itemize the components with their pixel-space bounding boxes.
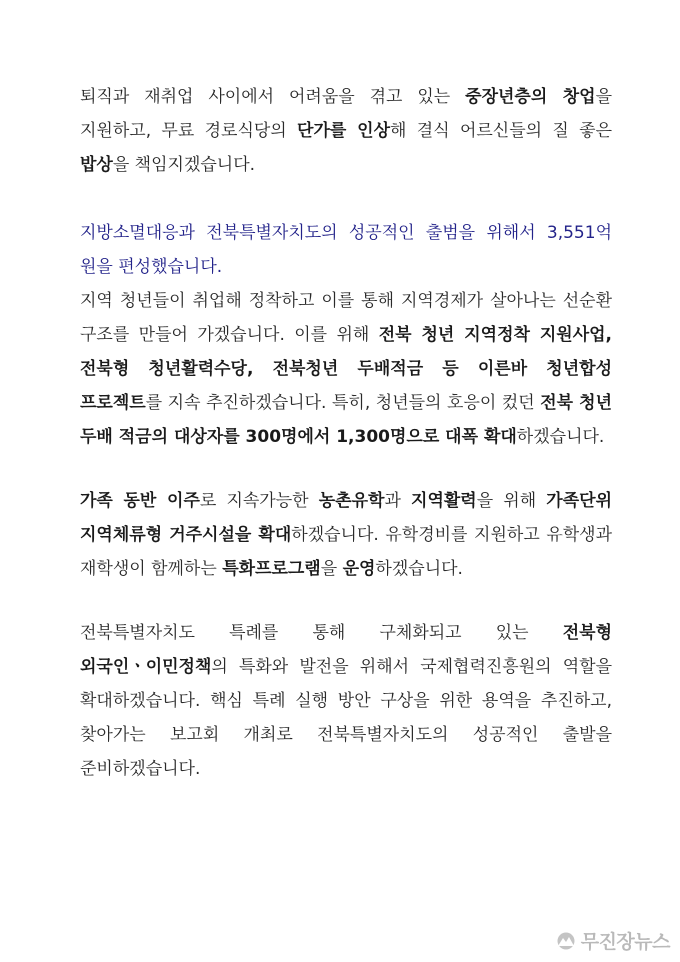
watermark — [555, 927, 670, 954]
paragraph-3-seg-8: 특화프로그램 — [222, 559, 321, 579]
paragraph-3-seg-4: 지역활력 — [411, 491, 477, 511]
document-body — [80, 80, 612, 786]
paragraph-3-seg-1: 로 지속가능한 — [199, 491, 319, 511]
section-heading: 지방소멸대응과 전북특별자치도의 성공적인 출범을 위해서 3,551억 원을 편성했습니다. — [80, 223, 612, 277]
spacer — [80, 586, 612, 616]
paragraph-3-seg-5: 을 위해 — [476, 491, 547, 511]
paragraph-3-seg-2: 농촌유학 — [318, 491, 385, 511]
paragraph-3-seg-7: 하겠습니다. 유학경비를 지원하고 유학생과 재학생이 함께하는 — [80, 525, 613, 579]
paragraph-1-seg-0: 퇴직과 재취업 사이에서 어려움을 겪고 있는 — [80, 87, 466, 107]
paragraph-3 — [80, 484, 612, 586]
paragraph-3-seg-9: 을 — [320, 559, 343, 579]
paragraph-2-seg-1: 전북 청년 지역정착 지원사업, 전북형 청년활력수당, 전북청년 두배적금 등 이른바 청년합성 프로젝트 — [80, 325, 612, 413]
paragraph-1 — [80, 80, 612, 182]
paragraph-4-seg-1: 전북형 외국인ㆍ이민정책 — [80, 623, 612, 677]
paragraph-2-seg-2: 를 지속 추진하겠습니다. 특히, 청년들의 호응이 컸던 — [145, 393, 541, 413]
paragraph-2-seg-4: 하겠습니다. — [516, 427, 605, 447]
paragraph-3-seg-0: 가족 동반 이주 — [80, 491, 200, 511]
paragraph-3-seg-3: 과 — [384, 491, 412, 511]
paragraph-1-seg-6: 을 책임지겠습니다. — [112, 155, 256, 175]
paragraph-3-seg-6: 가족단위 지역체류형 거주시설을 확대 — [80, 491, 612, 545]
paragraph-1-seg-5: 밥상 — [80, 155, 113, 175]
paragraph-3-seg-11: 하겠습니다. — [375, 559, 463, 579]
paragraph-4 — [80, 616, 612, 786]
paragraph-1-seg-4: 해 결식 어르신들의 질 좋은 — [390, 121, 612, 141]
paragraph-2-seg-3: 전북 청년 두배 적금의 대상자를 300명에서 1,300명으로 대폭 확대 — [80, 393, 613, 447]
paragraph-4-seg-0: 전북특별자치도 특례를 통해 구체화되고 있는 — [80, 623, 563, 643]
paragraph-1-seg-3: 단가를 인상 — [297, 121, 391, 141]
paragraph-1-seg-1: 중장년층의 창업 — [465, 87, 596, 107]
paragraph-3-seg-10: 운영 — [342, 559, 376, 579]
spacer — [80, 182, 612, 216]
spacer — [80, 454, 612, 484]
paragraph-4-seg-2: 의 특화와 발전을 위해서 국제협력진흥원의 역할을 확대하겠습니다. 핵심 특례 실행 방안 구상을 위한 용역을 추진하고, 찾아가는 보고회 개최로 전북특별자치도의 성공적인 출발을 준비하겠습니다. — [80, 657, 612, 779]
paragraph-1-seg-2: 을 지원하고, 무료 경로식당의 — [80, 87, 612, 141]
watermark-text: 무진장뉴스 — [580, 931, 670, 953]
paragraph-2 — [80, 284, 612, 454]
mountain-logo-icon — [555, 932, 577, 950]
paragraph-2-seg-0: 지역 청년들이 취업해 정착하고 이를 통해 지역경제가 살아나는 선순환 구조를 만들어 가겠습니다. 이를 위해 — [80, 291, 612, 345]
